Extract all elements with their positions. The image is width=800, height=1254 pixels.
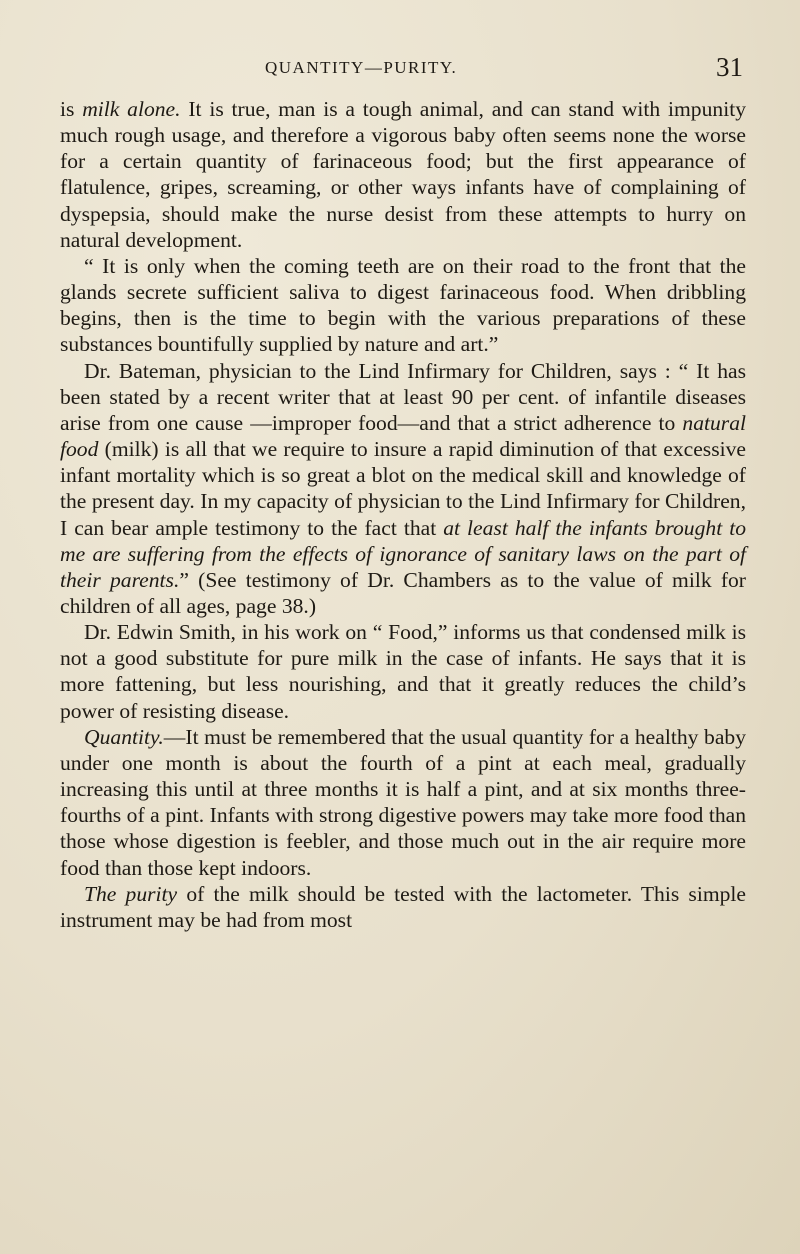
text-segment: Dr. Edwin Smith, in his work on “ Food,” informs us that condensed milk is not a good substitute for pure milk in the case of infants. He says that it is more fattening, but less nourishing, and that it greatly reduces the child’s power of resisting disease. — [60, 620, 746, 723]
running-title: QUANTITY—PURITY. — [265, 58, 458, 77]
section-heading-quantity: Quantity. — [84, 724, 164, 749]
text-segment: (milk) is all that we require to insure a rapid diminution of that excessive infant mortality which is so great a blot on the medical skill and knowledge of the present day. In my capacity of physician to the Lind Infirmary for Children, I can bear ample testimony to the fact that — [60, 437, 746, 540]
paragraph-6 — [60, 881, 746, 933]
text-segment: It is true, man is a tough animal, and can stand with impunity much rough usage, and therefore a vigorous baby often seems none the worse for a certain quantity of farinaceous food; but the first appearance of flatulence, gripes, screaming, or other ways infants have of complaining of dyspepsia, should make the nurse desist from these attempts to hurry on natural development. — [60, 97, 746, 252]
text-segment: “ It is only when the coming teeth are on their road to the front that the glands secrete sufficient saliva to digest farinaceous food. When dribbling begins, then is the time to begin with the various preparations of these substances bountifully supplied by nature and art.” — [60, 253, 746, 357]
section-heading-purity: The purity — [84, 881, 178, 906]
paragraph-1 — [60, 96, 746, 253]
text-segment: is — [60, 97, 83, 121]
text-segment-italic: milk alone. — [82, 97, 181, 121]
text-segment-italic: at least half the infants brought to me are suffering from the effects of ignorance of sanitary laws on the part of their parents. — [60, 515, 747, 592]
text-segment: ” (See testimony of Dr. Chambers as to the value of milk for children of all ages, page 38.) — [60, 567, 746, 618]
text-segment: of the milk should be tested with the lactometer. This simple instrument may be had from most — [60, 881, 747, 932]
text-segment: Dr. Bateman, physician to the Lind Infirmary for Children, says : “ It has been stated by a recent writer that at least 90 per cent. of infantile diseases arise from one cause —improper food—and that a strict adherence to — [60, 358, 746, 435]
page-number: 31 — [716, 52, 743, 82]
text-segment-italic: natural food — [60, 410, 746, 462]
paragraph-2 — [60, 253, 746, 358]
paragraph-3 — [60, 358, 746, 620]
running-head — [0, 52, 800, 82]
paragraph-5 — [60, 724, 746, 881]
paragraph-4 — [60, 619, 746, 724]
text-segment: —It must be remembered that the usual quantity for a healthy baby under one month is about the fourth of a pint at each meal, gradually increasing this until at three months it is half a pint, and at six months three-fourths of a pint. Infants with strong digestive powers may take more food than those whose digestion is feebler, and those much out in the air require more food than those kept indoors. — [60, 724, 746, 880]
body-text — [60, 96, 746, 933]
